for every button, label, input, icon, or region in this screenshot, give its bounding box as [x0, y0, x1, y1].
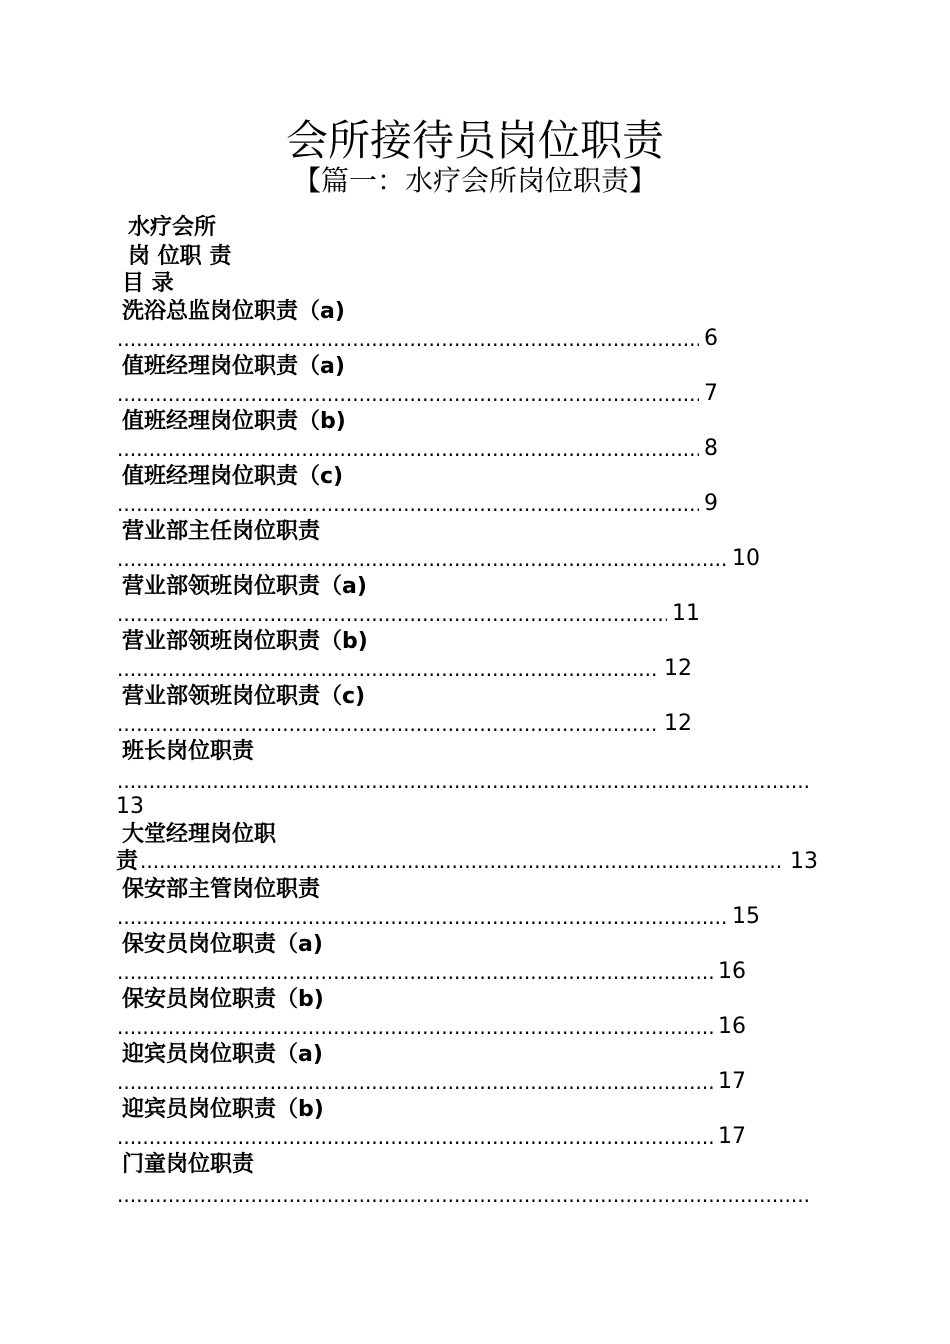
toc-leader-dots — [117, 381, 699, 407]
toc-entry-title[interactable]: 营业部领班岗位职责（c) — [122, 684, 366, 709]
toc-entry-title[interactable]: 迎宾员岗位职责（b) — [122, 1097, 324, 1122]
toc-leader-dots — [117, 326, 699, 352]
document-subtitle: 【篇一：水疗会所岗位职责】 — [292, 164, 657, 197]
toc-entry-title[interactable]: 洗浴总监岗位职责（a) — [122, 299, 345, 324]
toc-leader-dots — [140, 848, 780, 874]
toc-entry-title[interactable]: 营业部领班岗位职责（b) — [122, 629, 368, 654]
toc-page-number: 17 — [718, 1069, 746, 1094]
toc-entry-title[interactable]: 值班经理岗位职责（c) — [122, 464, 344, 489]
toc-page-number: 8 — [704, 436, 718, 461]
toc-leader-dots — [117, 1069, 713, 1095]
toc-entry-title[interactable]: 保安部主管岗位职责 — [122, 877, 321, 902]
toc-page-number: 9 — [704, 491, 718, 516]
toc-leader-dots — [117, 491, 699, 517]
toc-leader-dots — [117, 904, 727, 930]
toc-page-number: 12 — [664, 711, 692, 736]
toc-entry-title[interactable]: 营业部主任岗位职责 — [122, 519, 321, 544]
toc-leader-dots — [117, 711, 659, 737]
toc-leader-dots — [117, 1014, 713, 1040]
toc-leader-dots — [117, 436, 699, 462]
toc-page-number: 13 — [116, 794, 144, 819]
toc-leader-dots — [117, 1182, 811, 1208]
section-heading-spa: 水疗会所 — [128, 215, 217, 240]
toc-page-number: 7 — [704, 381, 718, 406]
toc-leader-dots — [117, 959, 713, 985]
toc-leader-dots — [117, 1124, 713, 1150]
toc-entry-title-continuation[interactable]: 责 — [116, 849, 139, 874]
toc-entry-title[interactable]: 营业部领班岗位职责（a) — [122, 574, 367, 599]
toc-entry-title[interactable]: 保安员岗位职责（b) — [122, 987, 324, 1012]
toc-leader-dots — [117, 768, 811, 794]
toc-page-number: 6 — [704, 326, 718, 351]
document-title: 会所接待员岗位职责 — [285, 116, 664, 165]
toc-page-number: 17 — [718, 1124, 746, 1149]
toc-entry-title[interactable]: 大堂经理岗位职 — [122, 822, 277, 847]
toc-page-number: 16 — [718, 1014, 746, 1039]
toc-entry-title[interactable]: 迎宾员岗位职责（a) — [122, 1042, 323, 1067]
toc-page-number: 15 — [732, 904, 760, 929]
toc-entry-title[interactable]: 值班经理岗位职责（b) — [122, 409, 346, 434]
toc-heading: 目 录 — [122, 271, 174, 296]
toc-page-number: 12 — [664, 656, 692, 681]
toc-leader-dots — [117, 546, 727, 572]
toc-entry-title[interactable]: 班长岗位职责 — [122, 739, 255, 764]
toc-entry-title[interactable]: 值班经理岗位职责（a) — [122, 354, 345, 379]
toc-entry-title[interactable]: 门童岗位职责 — [122, 1152, 255, 1177]
toc-leader-dots — [117, 601, 667, 627]
toc-leader-dots — [117, 656, 659, 682]
toc-page-number: 16 — [718, 959, 746, 984]
section-heading-duties: 岗 位职 责 — [128, 244, 232, 269]
toc-page-number: 11 — [672, 601, 700, 626]
toc-entry-title[interactable]: 保安员岗位职责（a) — [122, 932, 323, 957]
toc-page-number: 10 — [732, 546, 760, 571]
toc-page-number: 13 — [790, 849, 818, 874]
